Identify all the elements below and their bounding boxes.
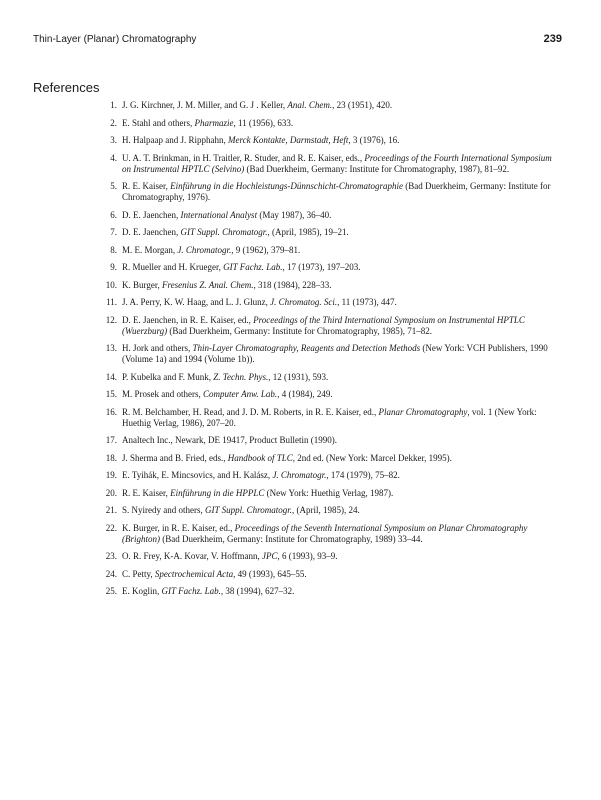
reference-source-title: Einführung in die HPPLC bbox=[170, 487, 265, 498]
reference-text-segment: (Bad Duerkheim, Germany: Institute for Chromatography, 1987), 81–92. bbox=[244, 163, 510, 174]
reference-text-segment: O. R. Frey, K-A. Kovar, V. Hoffmann, bbox=[122, 551, 263, 561]
reference-item bbox=[92, 245, 562, 256]
reference-number: 20. bbox=[105, 487, 117, 498]
reference-item bbox=[92, 343, 562, 365]
reference-text-segment: (New York: VCH Publishers, 1990 (Volume 1a) and 1994 (Volume 1b)). bbox=[122, 343, 548, 364]
reference-text-segment: D. E. Jaenchen, bbox=[122, 209, 181, 220]
reference-text-segment: M. Prosek and others, bbox=[122, 389, 203, 399]
reference-text-segment: R. E. Kaiser, bbox=[122, 181, 171, 191]
reference-text bbox=[122, 343, 562, 365]
reference-number: 10. bbox=[105, 279, 117, 290]
reference-source-title: Fresenius Z. Anal. Chem. bbox=[161, 279, 254, 290]
reference-text-segment: J. Sherma and B. Fried, eds., bbox=[122, 452, 228, 463]
reference-source-title: JPC bbox=[262, 551, 278, 561]
reference-item bbox=[92, 586, 562, 597]
reference-item bbox=[92, 227, 562, 238]
reference-text-segment: K. Burger, bbox=[122, 279, 162, 290]
reference-text bbox=[122, 407, 562, 429]
reference-text-segment: , 49 (1993), 645–55. bbox=[233, 568, 307, 579]
reference-text-segment: S. Nyiredy and others, bbox=[122, 505, 205, 515]
reference-item bbox=[92, 407, 562, 429]
reference-text-segment: R. Mueller and H. Krueger, bbox=[122, 262, 224, 272]
reference-number: 23. bbox=[105, 551, 117, 561]
reference-text-segment: K. Burger, in R. E. Kaiser, ed., bbox=[122, 522, 235, 533]
reference-number: 1. bbox=[110, 100, 117, 110]
reference-item bbox=[92, 551, 562, 562]
reference-number: 24. bbox=[105, 568, 117, 579]
reference-text bbox=[122, 297, 562, 308]
reference-text-segment: P. Kubelka and F. Munk, bbox=[122, 371, 214, 382]
reference-number: 21. bbox=[105, 505, 117, 515]
reference-text bbox=[122, 315, 562, 337]
reference-text-segment: R. E. Kaiser, bbox=[122, 487, 171, 498]
reference-source-title: J. Chromatogr. bbox=[272, 470, 327, 480]
running-title: Thin-Layer (Planar) Chromatography bbox=[33, 34, 197, 45]
reference-text-segment: E. Tyihák, E. Mincsovics, and H. Kalász, bbox=[122, 470, 273, 480]
reference-text bbox=[122, 488, 562, 499]
reference-text-segment: E. Koglin, bbox=[122, 586, 162, 596]
reference-number: 13. bbox=[105, 343, 117, 353]
reference-item bbox=[92, 505, 562, 516]
reference-item bbox=[92, 435, 562, 446]
reference-text-segment: H. Halpaap and J. Ripphahn, bbox=[122, 135, 228, 145]
reference-text-segment: , 318 (1984), 228–33. bbox=[253, 279, 332, 290]
reference-text bbox=[122, 453, 562, 464]
reference-text bbox=[122, 153, 562, 175]
section-title: References bbox=[33, 80, 100, 95]
reference-number: 5. bbox=[110, 181, 117, 191]
reference-text-segment: (Bad Duerkheim, Germany: Institute for Chromatography, 1985), 71–82. bbox=[167, 325, 433, 336]
reference-text bbox=[122, 372, 562, 383]
reference-item bbox=[92, 453, 562, 464]
reference-source-title: Pharmazie bbox=[194, 117, 234, 128]
reference-source-title: Computer Anw. Lab. bbox=[203, 389, 278, 399]
reference-number: 4. bbox=[110, 152, 117, 163]
reference-text-segment: , 174 (1979), 75–82. bbox=[326, 470, 400, 480]
reference-source-title: International Analyst bbox=[180, 209, 258, 220]
reference-source-title: J. Chromatogr. bbox=[177, 244, 232, 255]
reference-number: 25. bbox=[105, 586, 117, 596]
reference-text-segment: (Bad Duerkheim, Germany: Institute for Chromatography, 1989) 33–44. bbox=[160, 533, 423, 544]
reference-text-segment: , 38 (1994), 627–32. bbox=[220, 586, 295, 596]
reference-item bbox=[92, 569, 562, 580]
reference-text-segment: J. A. Perry, K. W. Haag, and L. J. Glunz, bbox=[122, 297, 271, 307]
reference-source-title: GIT Fachz. Lab. bbox=[223, 262, 283, 272]
reference-number: 17. bbox=[105, 435, 117, 445]
reference-source-title: Proceedings of the Seventh International Symposium on Planar Chromatography (Brighton) bbox=[122, 522, 528, 544]
reference-text-segment: , 11 (1956), 633. bbox=[233, 117, 294, 128]
reference-text-segment: Analtech Inc., Newark, DE 19417, Product Bulletin (1990). bbox=[122, 435, 337, 445]
reference-source-title: GIT Suppl. Chromatogr. bbox=[205, 505, 293, 515]
reference-text-segment: H. Jork and others, bbox=[122, 343, 193, 353]
reference-number: 22. bbox=[105, 522, 117, 533]
reference-text-segment: , 6 (1993), 93–9. bbox=[277, 551, 338, 561]
reference-text bbox=[122, 118, 562, 129]
reference-item bbox=[92, 280, 562, 291]
page-number: 239 bbox=[543, 33, 562, 45]
reference-text-segment: (May 1987), 36–40. bbox=[257, 209, 332, 220]
reference-number: 16. bbox=[105, 406, 117, 417]
reference-text bbox=[122, 470, 562, 481]
reference-item bbox=[92, 262, 562, 273]
reference-source-title: Proceedings of the Third International Symposium on Instrumental HPTLC (Wuerzburg) bbox=[122, 314, 525, 336]
reference-text-segment: , vol. 1 (New York: Huethig Verlag, 1986), 207–20. bbox=[122, 406, 537, 428]
reference-source-title: Merck Kontakte, Darmstadt, Heft bbox=[227, 135, 349, 145]
reference-text bbox=[122, 551, 562, 562]
reference-text-segment: , 3 (1976), 16. bbox=[348, 135, 400, 145]
reference-item bbox=[92, 210, 562, 221]
reference-text bbox=[122, 262, 562, 273]
reference-text bbox=[122, 523, 562, 545]
reference-text-segment: (New York: Huethig Verlag, 1987). bbox=[264, 487, 394, 498]
reference-text bbox=[122, 435, 562, 446]
reference-item bbox=[92, 372, 562, 383]
reference-source-title: Handbook of TLC bbox=[227, 452, 293, 463]
reference-text bbox=[122, 505, 562, 516]
reference-item bbox=[92, 315, 562, 337]
reference-text bbox=[122, 569, 562, 580]
reference-text-segment: D. E. Jaenchen, bbox=[122, 227, 181, 237]
reference-item bbox=[92, 470, 562, 481]
reference-number: 3. bbox=[110, 135, 117, 145]
reference-text bbox=[122, 280, 562, 291]
reference-text-segment: , 9 (1962), 379–81. bbox=[231, 244, 301, 255]
reference-text-segment: , 17 (1973), 197–203. bbox=[282, 262, 361, 272]
reference-list bbox=[92, 100, 562, 604]
reference-item bbox=[92, 389, 562, 400]
reference-item bbox=[92, 488, 562, 499]
reference-number: 6. bbox=[110, 209, 117, 220]
reference-item bbox=[92, 118, 562, 129]
reference-text bbox=[122, 389, 562, 400]
reference-number: 12. bbox=[105, 314, 117, 325]
reference-text-segment: (Bad Duerkheim, Germany: Institute for Chromatography, 1976). bbox=[122, 181, 551, 202]
reference-text bbox=[122, 227, 562, 238]
reference-number: 7. bbox=[110, 227, 117, 237]
reference-text-segment: J. G. Kirchner, J. M. Miller, and G. J . Keller, bbox=[122, 100, 288, 110]
reference-number: 2. bbox=[110, 117, 117, 128]
reference-text bbox=[122, 245, 562, 256]
reference-text-segment: , 12 (1931), 593. bbox=[268, 371, 329, 382]
reference-number: 8. bbox=[110, 244, 117, 255]
reference-item bbox=[92, 523, 562, 545]
reference-text bbox=[122, 210, 562, 221]
reference-text-segment: R. M. Belchamber, H. Read, and J. D. M. Roberts, in R. E. Kaiser, ed., bbox=[122, 406, 379, 417]
reference-text-segment: E. Stahl and others, bbox=[122, 117, 195, 128]
reference-source-title: Proceedings of the Fourth International Symposium on Instrumental HPTLC (Selvino) bbox=[122, 152, 552, 174]
reference-source-title: Spectrochemical Acta bbox=[154, 568, 234, 579]
running-head bbox=[33, 33, 562, 45]
reference-number: 11. bbox=[106, 297, 117, 307]
reference-text-segment: D. E. Jaenchen, in R. E. Kaiser, ed., bbox=[122, 314, 254, 325]
reference-text-segment: , (April, 1985), 19–21. bbox=[267, 227, 349, 237]
reference-item bbox=[92, 297, 562, 308]
reference-number: 19. bbox=[105, 470, 117, 480]
reference-item bbox=[92, 100, 562, 111]
reference-text-segment: U. A. T. Brinkman, in H. Traitler, R. Studer, and R. E. Kaiser, eds., bbox=[122, 152, 365, 163]
reference-text bbox=[122, 181, 562, 203]
reference-source-title: J. Chromatog. Sci. bbox=[270, 297, 338, 307]
reference-item bbox=[92, 153, 562, 175]
reference-source-title: GIT Fachz. Lab. bbox=[161, 586, 221, 596]
reference-number: 15. bbox=[105, 389, 117, 399]
reference-text-segment: , 11 (1973), 447. bbox=[337, 297, 397, 307]
reference-text bbox=[122, 586, 562, 597]
reference-text bbox=[122, 100, 562, 111]
reference-text-segment: C. Petty, bbox=[122, 568, 155, 579]
reference-text-segment: M. E. Morgan, bbox=[122, 244, 178, 255]
reference-number: 9. bbox=[110, 262, 117, 272]
reference-source-title: Anal. Chem. bbox=[287, 100, 333, 110]
reference-text-segment: , (April, 1985), 24. bbox=[292, 505, 360, 515]
reference-text-segment: , 2nd ed. (New York: Marcel Dekker, 1995). bbox=[292, 452, 452, 463]
reference-source-title: Thin-Layer Chromatography, Reagents and Detection Methods bbox=[192, 343, 421, 353]
reference-source-title: GIT Suppl. Chromatogr. bbox=[180, 227, 268, 237]
reference-item bbox=[92, 135, 562, 146]
reference-item bbox=[92, 181, 562, 203]
reference-source-title: Einführung in die Hochleistungs-Dünnschicht-Chromatographie bbox=[170, 181, 404, 191]
reference-source-title: Planar Chromatography bbox=[378, 406, 468, 417]
reference-number: 18. bbox=[105, 452, 117, 463]
reference-source-title: Z. Techn. Phys. bbox=[213, 371, 269, 382]
reference-text-segment: , 23 (1951), 420. bbox=[332, 100, 393, 110]
reference-text-segment: , 4 (1984), 249. bbox=[277, 389, 333, 399]
reference-number: 14. bbox=[105, 371, 117, 382]
reference-text bbox=[122, 135, 562, 146]
